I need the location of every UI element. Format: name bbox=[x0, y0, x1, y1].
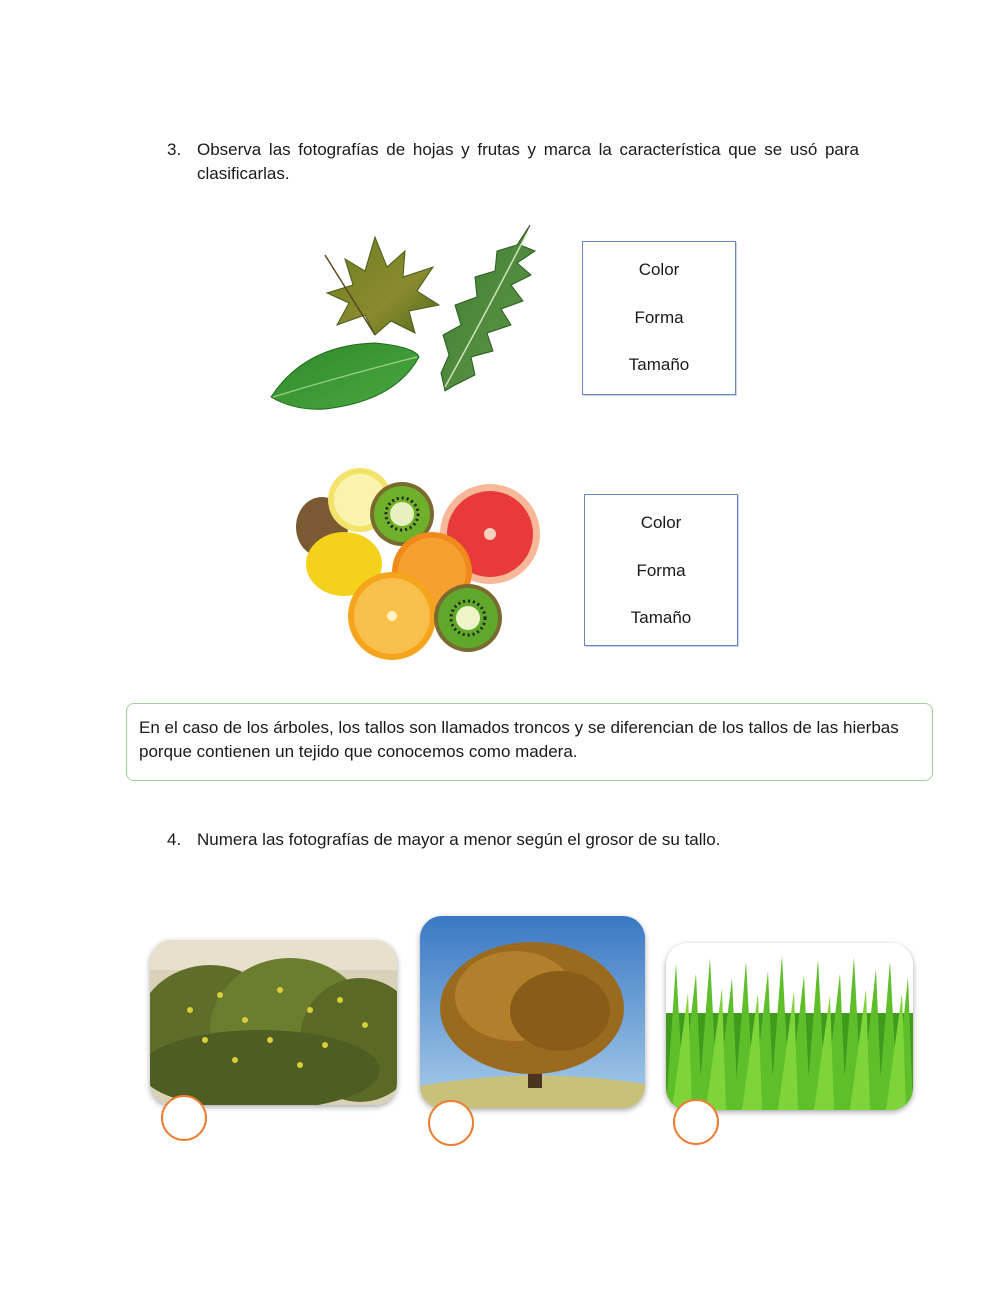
fruits-options-box bbox=[584, 494, 738, 646]
question-3-text: Observa las fotografías de hojas y frutas y marca la característica que se usó para clasificarlas. bbox=[197, 140, 859, 183]
leaves-option-size[interactable]: Tamaño bbox=[628, 355, 690, 374]
tree-photo bbox=[420, 916, 645, 1108]
fruits-option-shape[interactable]: Forma bbox=[636, 561, 686, 580]
grass-number-circle[interactable] bbox=[673, 1099, 719, 1145]
leaves-options-box bbox=[582, 241, 736, 395]
question-4 bbox=[167, 828, 859, 854]
info-box bbox=[126, 703, 933, 781]
grass-photo bbox=[666, 943, 913, 1110]
question-4-text: Numera las fotografías de mayor a menor según el grosor de su tallo. bbox=[197, 830, 721, 849]
fruits-image bbox=[292, 462, 542, 667]
fruits-option-color[interactable]: Color bbox=[640, 513, 682, 532]
question-4-number: 4. bbox=[167, 830, 182, 849]
tree-number-circle[interactable] bbox=[428, 1100, 474, 1146]
question-3 bbox=[167, 138, 859, 188]
info-box-text: En el caso de los árboles, los tallos son llamados troncos y se diferencian de los tallos de las hierbas porque contienen un tejido que conocemos como madera. bbox=[139, 718, 899, 761]
bush-photo bbox=[150, 940, 397, 1105]
leaves-option-color[interactable]: Color bbox=[638, 260, 680, 279]
leaves-option-shape[interactable]: Forma bbox=[634, 308, 684, 327]
fruits-option-size[interactable]: Tamaño bbox=[630, 608, 692, 627]
bush-number-circle[interactable] bbox=[161, 1095, 207, 1141]
leaves-image bbox=[265, 215, 555, 410]
question-3-number: 3. bbox=[167, 140, 182, 159]
